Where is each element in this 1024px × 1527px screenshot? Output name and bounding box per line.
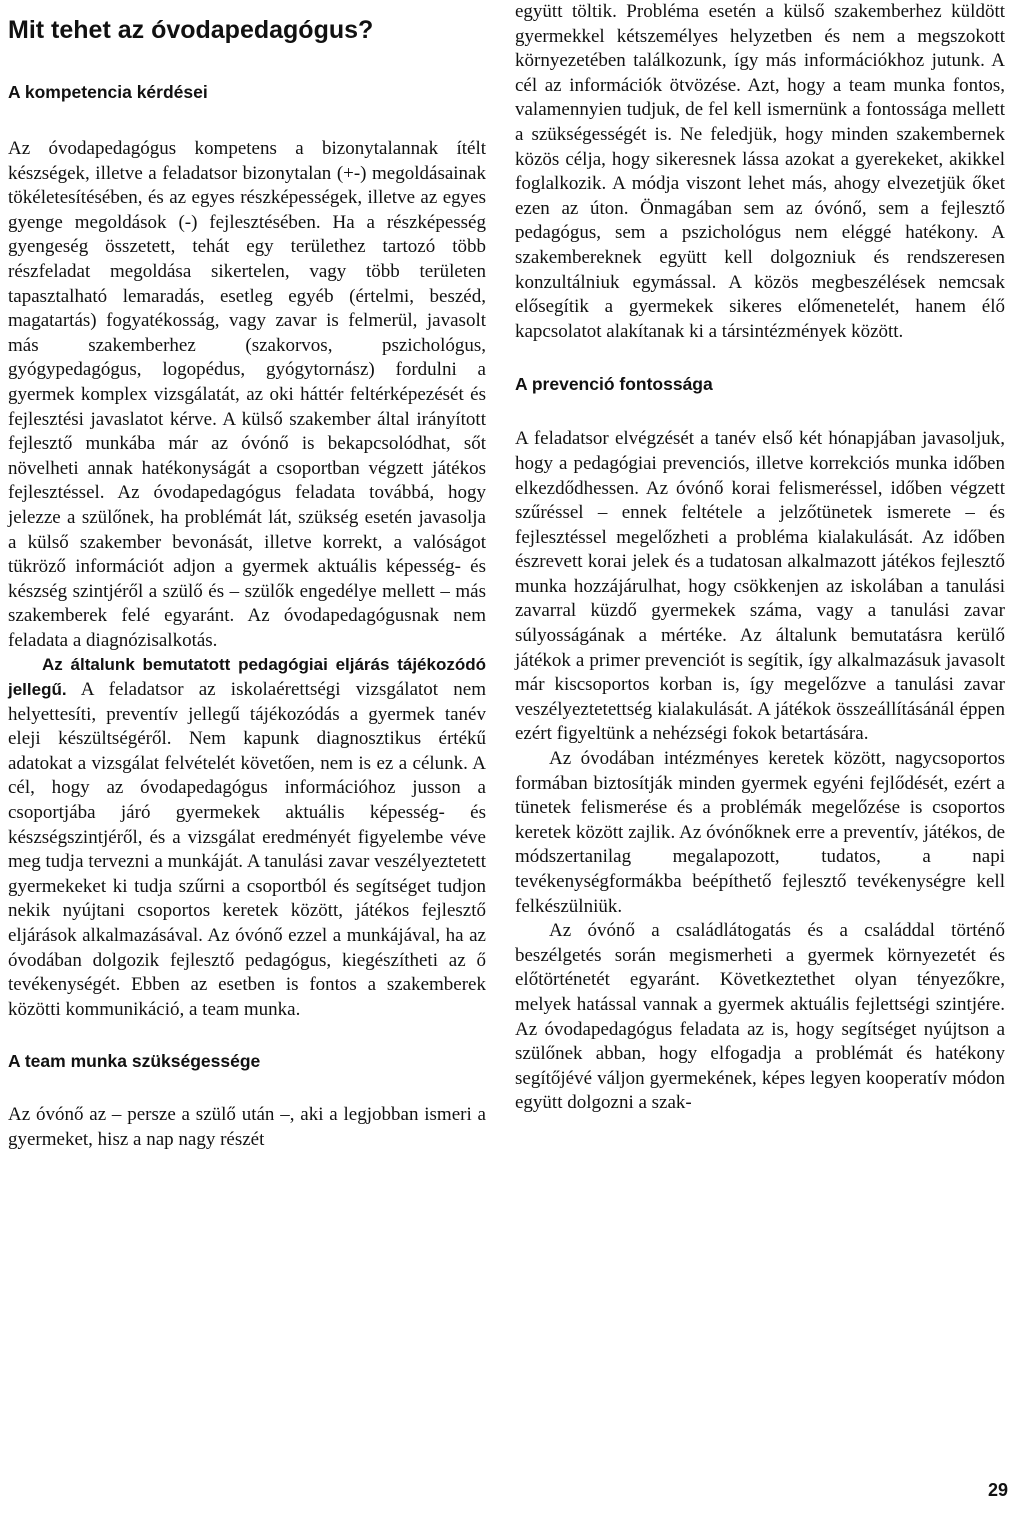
left-column [8,0,486,1153]
right-column [515,0,1005,1116]
page-number: 29 [987,1480,1008,1500]
paragraph-prevencio: A feladatsor elvégzését a tanév első két hónapjában javasoljuk, hogy a pedagógiai prevenciós, illetve korrekciós munka időben elkezdődhessen. Az óvónő korai felismeréssel, időben végzett szűréssel – ennek feltétele a jelzőtünetek ismerete – és fejlesztéssel megelőzheti a probléma kialakulását. Az időben észrevett korai jelek és a tudatosan alkalmazott játékos fejlesztő munka hozzájárulhat, hogy csökkenjen az iskolában a tanulási zavarral küzdő gyermekek száma, vagy a tanulási zavar súlyosságának a mértéke. Az általunk bemutatásra kerülő játékok a primer prevenciót is segítik, így alkalmazásuk javasolt már kiscsoportos korban is, így megelőzve a tanulási zavar veszélyeztetettség kialakulását. A játékok összeállításánál éppen ezért figyeltünk a nehézségi fokok betartására. [515,428,1005,745]
paragraph-team-continued: együtt töltik. Probléma esetén a külső szakemberhez küldött gyermekkel kétszemélyes helyzetben és nem a megszokott környezetében találkozunk, így más információkhoz jutunk. A cél az információk ötvözése. Azt, hogy a team munka fontos, valamennyien tudjuk, de fel kell ismernünk a fontossága mellett a szükségességét is. Ne feledjük, hogy minden szakembernek közös célja, hogy sikeresnek lássa azokat a gyerekeket, akikkel foglalkozik. A módja viszont lehet más, ahogy elvezetjük őket ezen az úton. Önmagában sem az óvónő, sem a fejlesztő pedagógus, sem a pszichológus nem eléggé hatékony. A szakembereknek együtt kell dolgozniuk és rendszeresen konzultálniuk egymással. A közös megbeszélések nemcsak elősegítik a gyermekek sikeres előmenetelét, hanem élő kapcsolatot alakítanak ki a társintézmények között. [515,1,1005,342]
paragraph-kompetencia: Az óvodapedagógus kompetens a bizonytalannak ítélt készségek, illetve a feladatsor bizonytalan (+-) megoldásainak tökéletesítésében, és az egyes részképességek, illetve az egyes gyenge megoldások (-) fejlesztésében. Ha a részképesség gyengeség összetett, tehát egy területhez tartozó több részfeladat megoldása sikertelen, vagy több területen tapasztalható lemaradás, esetleg egyéb (értelmi, beszéd, magatartás) fogyatékosság, vagy zavar is felmerül, javasolt más szakemberhez (szakorvos, pszichológus, gyógypedagógus, logopédus, gyógytornász) fordulni a gyermek komplex vizsgálatát, az oki háttér feltérképezését és fejlesztési javaslatot kérve. A külső szakember által irányított fejlesztő munkába már az óvónő is bekapcsolódhat, sőt növelheti annak hatékonyságát a csoportban végzett játékos fejlesztéssel. Az óvodapedagógus feladata továbbá, hogy jelezze a szülőnek, ha problémát lát, szükség esetén javasolja a külső szakember bevonását, illetve korrekt, a valóságot tükröző információt adjon a gyermek aktuális képesség- és készség szintjéről a szülő és – szülők engedélye mellett – más szakemberek felé egyaránt. Az óvodapedagógusnak nem feladata a diagnózisalkotás. [8,138,486,651]
paragraph-tajekozodo-text: A feladatsor az iskolaérettségi vizsgálatot nem helyettesíti, preventív jellegű tájékozódás a gyermek tanév eleji készültségéről. Nem kapunk diagnosztikus értékű adatokat a vizsgálat felvételét követően, nem is ez a célunk. A cél, hogy az óvodapedagógus információhoz jusson a csoportjába járó gyermekek aktuális képesség- és készségszintjéről, és a vizsgálat eredményét figyelembe véve meg tudja tervezni a munkáját. A tanulási zavar veszélyeztetett gyermekeket ki tudja szűrni a csoportból és segítséget tudjon nekik nyújtani csoportos keretek között, játékos fejlesztő eljárások alkalmazásával. Az óvónő ezzel a munkájával, ha az óvodában dolgozik fejlesztő pedagógus, kiegészítheti az ő tevékenységét. Ebben az esetben is fontos a szakemberek közötti kommunikáció, a team munka. [8,679,486,1020]
paragraph-tajekozodo [8,653,486,1022]
paragraph-lead: Az általunk bemutatott pedagógiai eljárás tájékozódó jellegű. [8,655,486,700]
paragraph-ovoda-keretek: Az óvodában intézményes keretek között, nagycsoportos formában biztosítják minden gyermek egyéni fejlődését, ezért a tünetek felismerése és a problémák megelőzése is csoportos keretek között zajlik. Az óvónőknek erre a preventív, játékos, de módszertanilag megalapozott, tudatos, a napi tevékenységformákba beépíthető fejlesztő tevékenységre kell felkészülniük. [515,748,1005,917]
page-title: Mit tehet az óvodapedagógus? [8,16,374,44]
heading-kompetencia: A kompetencia kérdései [8,82,208,102]
heading-prevencio: A prevenció fontossága [515,374,713,395]
paragraph-csaladlatogatas: Az óvónő a családlátogatás és a családdal történő beszélgetés során megismerheti a gyermek környezetét és előtörténetét egyaránt. Következtethet olyan tényezőkre, melyek hatással vannak a gyermek aktuális fejlettségi szintjére. Az óvodapedagógus feladata az is, hogy segítséget nyújtson a szülőnek abban, hogy elfogadja a problémát és hatékony segítőjévé váljon gyermekének, képes legyen kooperatív módon együtt dolgozni a szak- [515,920,1005,1114]
paragraph-team-start: Az óvónő az – persze a szülő után –, aki a legjobban ismeri a gyermeket, hisz a nap nagy részét [8,1104,486,1150]
heading-team-munka: A team munka szükségessége [8,1051,261,1072]
